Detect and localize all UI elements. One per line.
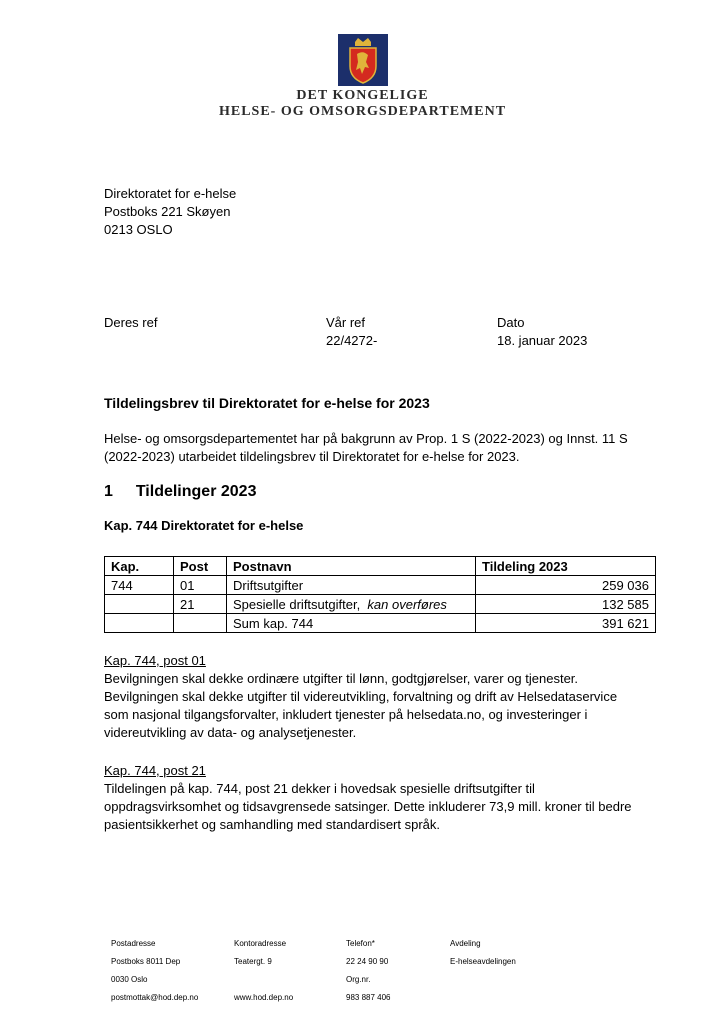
deres-ref-label: Deres ref [104, 315, 158, 330]
recipient-city: 0213 OSLO [104, 222, 173, 237]
table-row [105, 614, 656, 633]
post01-line: Bevilgningen skal dekke ordinære utgifter til lønn, godtgjørelser, varer og tjenester. [104, 671, 579, 686]
footer-label: Avdeling [450, 939, 481, 948]
cell-amount: 132 585 [476, 595, 656, 614]
cell-kap: 744 [105, 576, 174, 595]
post21-line: Tildelingen på kap. 744, post 21 dekker i hovedsak spesielle driftsutgifter til [104, 781, 535, 796]
footer-label: Org.nr. [346, 975, 371, 984]
column-header-kap: Kap. [105, 557, 174, 576]
footer-website: www.hod.dep.no [234, 993, 294, 1002]
section-heading [104, 483, 256, 501]
column-header-tildeling: Tildeling 2023 [476, 557, 656, 576]
chapter-subheading: Kap. 744 Direktoratet for e-helse [104, 518, 304, 533]
footer-value: 22 24 90 90 [346, 957, 389, 966]
intro-paragraph [104, 430, 628, 466]
post21-heading: Kap. 744, post 21 [104, 763, 206, 778]
footer-value: 983 887 406 [346, 993, 391, 1002]
footer-label: Telefon* [346, 939, 375, 948]
dato-value: 18. januar 2023 [497, 333, 588, 348]
footer-value: Teatergt. 9 [234, 957, 272, 966]
footer-telefon [346, 939, 391, 1003]
cell-postnavn [227, 576, 476, 595]
post21-line: pasientsikkerhet og samhandling med standardisert språk. [104, 817, 441, 832]
section-title: Tildelinger 2023 [135, 483, 257, 500]
table-header-row [105, 557, 656, 576]
section-number: 1 [104, 483, 113, 500]
recipient-postbox: Postboks 221 Skøyen [104, 204, 231, 219]
letter-title: Tildelingsbrev til Direktoratet for e-helse for 2023 [104, 395, 430, 411]
cell-kap [105, 595, 174, 614]
postnavn-text: Spesielle driftsutgifter, [233, 596, 364, 612]
department-name-line1: DET KONGELIGE [296, 88, 429, 103]
cell-postnavn [227, 595, 476, 614]
table-row [105, 576, 656, 595]
footer-avdeling [450, 939, 516, 967]
postnavn-text: Sum kap. 744 [233, 615, 314, 631]
footer-value: E-helseavdelingen [450, 957, 516, 966]
post01-heading: Kap. 744, post 01 [104, 653, 206, 668]
intro-line: Helse- og omsorgsdepartementet har på bakgrunn av Prop. 1 S (2022-2023) og Innst. 11 S [104, 431, 628, 446]
department-name-line2: HELSE- OG OMSORGSDEPARTEMENT [218, 104, 507, 119]
coat-of-arms-logo [338, 34, 388, 86]
allocation-table [104, 556, 656, 633]
var-ref-value: 22/4272- [326, 333, 378, 348]
cell-post: 21 [174, 595, 227, 614]
footer-kontoradresse [234, 939, 293, 1003]
post01-section [104, 652, 617, 742]
footer-label: Kontoradresse [234, 939, 287, 948]
dato-label: Dato [497, 315, 525, 330]
post21-line: oppdragsvirksomhet og tidsavgrensede satsinger. Dette inkluderer 73,9 mill. kroner til bedre [104, 799, 632, 814]
table-row [105, 595, 656, 614]
cell-postnavn [227, 614, 476, 633]
postnavn-text: Driftsutgifter [233, 577, 304, 593]
recipient-name: Direktoratet for e-helse [104, 186, 237, 201]
recipient-address [104, 185, 236, 239]
post01-line: Bevilgningen skal dekke utgifter til videreutvikling, forvaltning og drift av Helsedataservice [104, 689, 618, 704]
cell-amount: 259 036 [476, 576, 656, 595]
post01-line: videreutvikling av data- og analysetjenester. [104, 725, 357, 740]
cell-kap [105, 614, 174, 633]
footer-value: Postboks 8011 Dep [111, 957, 181, 966]
footer-label: Postadresse [111, 939, 156, 948]
post21-section [104, 762, 632, 834]
footer-value: 0030 Oslo [111, 975, 148, 984]
footer-postadresse [111, 939, 198, 1003]
var-ref-label: Vår ref [326, 315, 366, 330]
footer-email: postmottak@hod.dep.no [111, 993, 199, 1002]
column-header-postnavn: Postnavn [227, 557, 476, 576]
cell-post: 01 [174, 576, 227, 595]
cell-post [174, 614, 227, 633]
post01-line: som nasjonal tilgangsforvalter, inkludert tjenester på helsedata.no, og investeringer i [104, 707, 588, 722]
cell-amount: 391 621 [476, 614, 656, 633]
intro-line: (2022-2023) utarbeidet tildelingsbrev til Direktoratet for e-helse for 2023. [104, 449, 520, 464]
column-header-post: Post [174, 557, 227, 576]
postnavn-italic: kan overføres [367, 596, 447, 612]
